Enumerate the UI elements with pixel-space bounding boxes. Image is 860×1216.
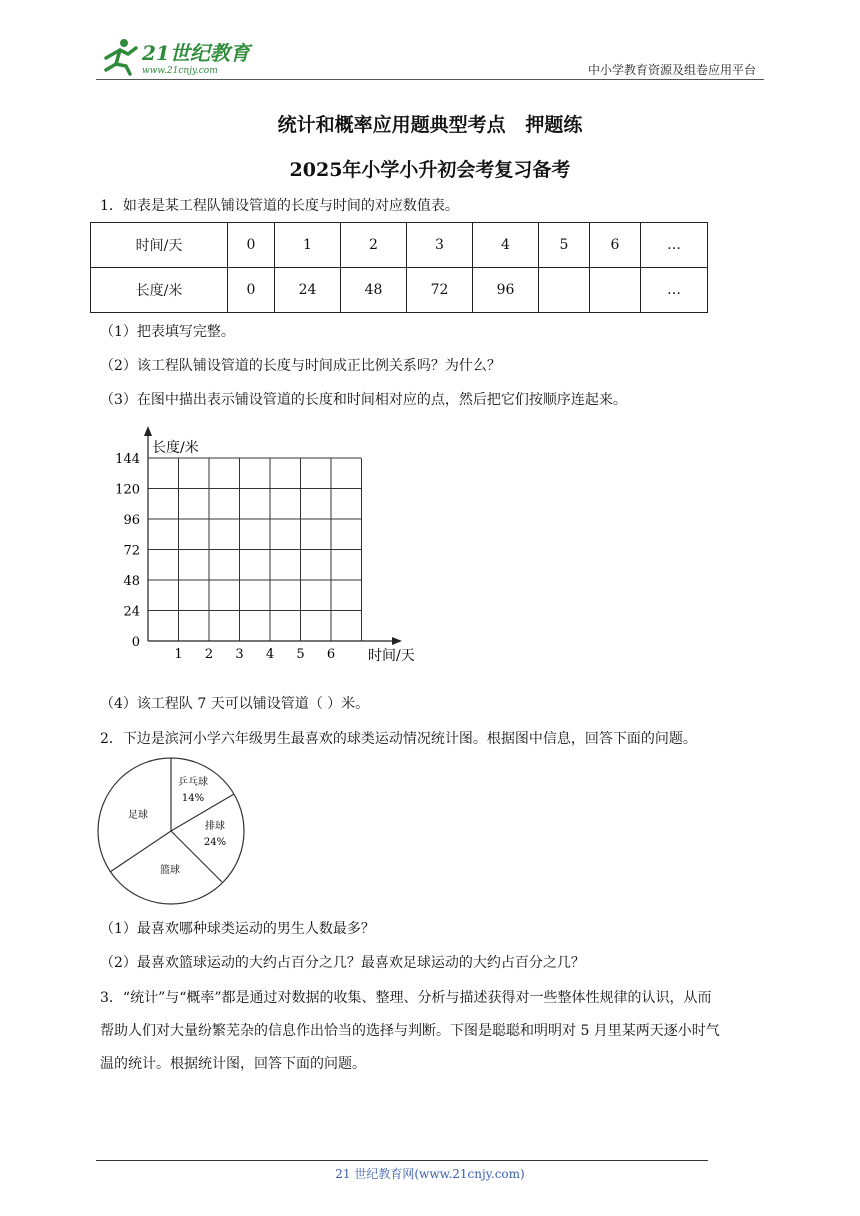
y-tick-label: 96 (123, 513, 140, 528)
table-cell: 长度/米 (91, 268, 228, 313)
q2-stem: 2．下边是滨河小学六年级男生最喜欢的球类运动情况统计图。根据图中信息，回答下面的问题。 (100, 731, 697, 747)
slice-label-pingpong: 乒乓球 (178, 777, 208, 788)
x-tick-label: 6 (326, 647, 336, 662)
slice-value-pingpong: 14% (181, 793, 205, 804)
y-tick-label: 24 (123, 604, 140, 620)
table-cell: 2 (341, 223, 407, 268)
x-tick-label: 4 (265, 647, 275, 662)
slice-label-volleyball: 排球 (205, 821, 225, 832)
q1-table (90, 222, 708, 313)
page-title: 统计和概率应用题典型考点 押题练 (277, 114, 583, 136)
table-cell: 96 (473, 268, 539, 313)
table-cell: 时间/天 (91, 223, 228, 268)
q1-grid-chart (100, 420, 430, 670)
table-cell: … (641, 223, 708, 268)
x-tick-label: 1 (174, 647, 183, 662)
slice-label-basketball: 篮球 (160, 865, 180, 876)
site-logo (96, 36, 266, 78)
q1-sub4: （4）该工程队 7 天可以铺设管道（ ）米。 (100, 696, 370, 712)
q3-line2: 帮助人们对大量纷繁芜杂的信息作出恰当的选择与判断。下图是聪聪和明明对 5 月里某两天逐小时气 (100, 1023, 720, 1039)
slice-label-football: 足球 (128, 810, 148, 821)
table-cell: 1 (275, 223, 341, 268)
table-cell (590, 268, 641, 313)
table-row (91, 268, 708, 313)
q2-sub1: （1）最喜欢哪种球类运动的男生人数最多？ (100, 921, 375, 937)
q2-pie-chart (96, 756, 246, 906)
x-tick-labels (174, 647, 335, 662)
y-tick-label: 72 (123, 543, 140, 559)
table-cell: 0 (228, 268, 275, 313)
q1-sub2: （2）该工程队铺设管道的长度与时间成正比例关系吗？为什么？ (100, 358, 501, 374)
footer-text[interactable]: 21 世纪教育网(www.21cnjy.com) (335, 1167, 525, 1181)
q1-sub1: （1）把表填写完整。 (100, 324, 235, 340)
runner-icon (106, 39, 136, 74)
q3-line1: 3．“统计”与“概率”都是通过对数据的收集、整理、分析与描述获得对一些整体性规律的认识，从而 (100, 990, 712, 1006)
x-axis-label: 时间/天 (368, 648, 415, 664)
header-divider (96, 79, 764, 80)
table-cell: 4 (473, 223, 539, 268)
x-tick-label: 2 (204, 647, 214, 662)
y-axis-arrow (144, 426, 152, 436)
platform-name: 中小学教育资源及组卷应用平台 (587, 63, 756, 77)
table-cell: … (641, 268, 708, 313)
slice-value-volleyball: 24% (203, 837, 227, 848)
q1-stem: 1．如表是某工程队铺设管道的长度与时间的对应数值表。 (100, 198, 459, 214)
y-tick-label: 120 (115, 482, 140, 498)
table-cell: 24 (275, 268, 341, 313)
table-cell: 48 (341, 268, 407, 313)
page-subtitle: 2025年小学小升初会考复习备考 (289, 159, 571, 181)
x-axis-arrow (392, 637, 402, 645)
x-tick-label: 3 (235, 647, 244, 662)
table-cell: 0 (228, 223, 275, 268)
y-tick-labels (115, 452, 140, 620)
logo-text: 21世纪教育 (142, 41, 250, 65)
table-cell: 5 (539, 223, 590, 268)
table-cell: 3 (407, 223, 473, 268)
logo-url: www.21cnjy.com (142, 66, 218, 76)
y-tick-label: 48 (123, 574, 140, 589)
x-tick-label: 5 (296, 647, 305, 662)
table-cell: 6 (590, 223, 641, 268)
grid-lines (148, 458, 362, 641)
table-cell (539, 268, 590, 313)
footer-divider (96, 1160, 708, 1161)
q3-line3: 温的统计。根据统计图，回答下面的问题。 (100, 1056, 366, 1072)
y-tick-label: 144 (115, 452, 140, 467)
origin-label: 0 (131, 635, 140, 650)
y-axis-label: 长度/米 (152, 440, 199, 456)
table-cell: 72 (407, 268, 473, 313)
q1-sub3: （3）在图中描出表示铺设管道的长度和时间相对应的点，然后把它们按顺序连起来。 (100, 392, 627, 408)
table-row (91, 223, 708, 268)
q2-sub2: （2）最喜欢篮球运动的大约占百分之几？最喜欢足球运动的大约占百分之几？ (100, 955, 585, 971)
